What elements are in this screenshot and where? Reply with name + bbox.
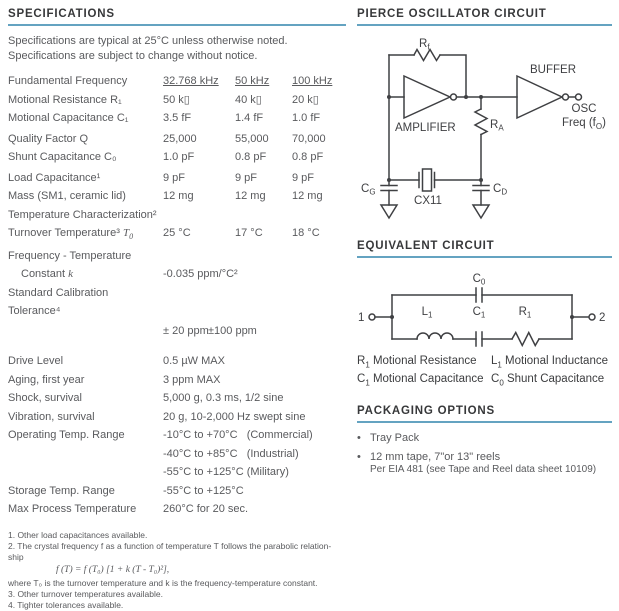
legend-line [357,372,612,390]
equivalent-circuit-diagram [357,268,605,350]
section-rule [357,24,612,26]
spec-row [8,371,346,390]
spec-row [8,322,346,341]
footnote-line: ship [8,551,24,562]
footnotes [8,530,346,611]
section-rule [8,24,346,26]
spec-value: 32.768 kHz [163,75,219,87]
spec-value: 0.8 pF [235,151,267,163]
bullet-icon: • [357,450,361,463]
spec-row [8,445,346,464]
specifications-section [8,8,346,611]
c1-label: $C_1$ [472,306,486,320]
legend-item: $C_1$ Motional Capacitance [357,373,484,388]
spec-row [8,408,346,427]
spec-value: 0.5 µW MAX [163,355,225,368]
node-dot [464,95,468,99]
r1-label: $R_1$ [518,306,532,320]
spec-value: 12 mg [235,190,266,202]
spec-value: 18 °C [292,227,320,239]
footnote-line: 4. Tighter tolerances available. [8,599,124,610]
spec-value: 9 pF [292,171,315,184]
legend-item: $R_1$ Motional Resistance [357,355,477,370]
spec-value: 25 °C [163,227,191,239]
spec-row [8,463,346,482]
pierce-title: PIERCE OSCILLATOR CIRCUIT [357,8,547,20]
spec-row [8,500,346,519]
spec-value: 70,000 [292,132,326,145]
buffer-label: BUFFER [530,64,576,76]
inverter-bubble-icon [563,94,569,100]
specifications-title: SPECIFICATIONS [8,8,115,20]
spec-intro-line: Specifications are typical at 25°C unless otherwise noted. [8,35,288,47]
node-dot [390,315,394,319]
amplifier-label: AMPLIFIER [395,122,456,134]
output-terminal-icon [576,94,582,100]
packaging-title: PACKAGING OPTIONS [357,404,495,417]
packaging-list [357,432,612,476]
resistor-icon [475,109,487,135]
equivalent-legend [357,354,612,391]
ra-label: $R_A$ [490,119,504,133]
spec-label: Vibration, survival [8,410,95,423]
footnote-formula: f (T) = f (T₀) [1 + k (T - T₀)²], [56,564,170,575]
spec-label: Turnover Temperature³ $T_0$ [8,227,134,242]
footnote-line: 1. Other load capacitances available. [8,529,148,540]
legend-item: $L_1$ Motional Inductance [491,355,608,370]
spec-row [8,224,346,247]
spec-value: 1.4 fF [235,112,264,124]
spec-row [8,352,346,371]
spec-value: 20 g, 10-2,000 Hz swept sine [163,410,306,423]
spec-value: 25,000 [163,132,197,145]
spec-value: ± 20 ppm [163,324,209,337]
legend-line [357,354,612,372]
spec-value: 9 pF [163,171,186,184]
cd-label: $C_D$ [493,183,508,197]
spec-value: 50 kHz [235,75,270,87]
right-column [357,8,612,476]
spec-label: Load Capacitance¹ [8,171,101,184]
spec-row [8,130,346,149]
buffer-triangle-icon [517,76,562,118]
spec-row [8,148,346,167]
spec-value: -10°C to +70°C (Commercial) [163,429,313,442]
packaging-item [357,451,612,463]
terminal-icon [589,314,595,320]
spec-label: Mass (SM1, ceramic lid) [8,190,126,202]
spec-value: 5,000 g, 0.3 ms, 1/2 sine [163,392,284,405]
cd-capacitor-icon [473,180,489,218]
spec-value: -0.035 ppm/°C² [163,268,238,281]
spec-label: Shunt Capacitance C₀ [8,151,117,163]
spec-label: Fundamental Frequency [8,75,128,87]
c0-label: $C_0$ [472,273,486,287]
spec-value: 50 k▯ [163,93,190,106]
equivalent-circuit-section [357,240,612,391]
spec-value: 20 k▯ [292,93,319,106]
terminal-1-label: 1 [358,312,365,324]
spec-label: Temperature Characterization² [8,208,157,221]
spec-row [8,169,346,188]
freq-label: Freq $(f_O)$ [562,117,606,131]
feedback-resistor-rf [389,50,466,98]
spec-label: Shock, survival [8,392,82,405]
spec-value: -55°C to +125°C (Military) [163,466,289,479]
ra-resistor [475,97,487,180]
node-dot [387,178,391,182]
cg-label: $C_G$ [361,183,376,197]
spec-row [8,206,346,225]
spec-row [8,389,346,408]
node-dot [387,95,391,99]
spec-label: Max Process Temperature [8,503,137,516]
spec-label: Quality Factor Q [8,132,89,145]
spec-value: ±100 ppm [208,324,257,337]
spec-table [8,72,346,519]
inverter-bubble-icon [451,94,457,100]
spec-value: 9 pF [235,171,258,184]
spec-value: 100 kHz [292,75,333,87]
bullet-icon: • [357,431,361,444]
spec-value: 0.8 pF [292,151,324,163]
spec-label: Operating Temp. Range [8,429,125,442]
r1-resistor-icon [512,333,539,346]
spec-intro-line: Specifications are subject to change without notice. [8,50,258,62]
terminal-icon [369,314,375,320]
spec-row [8,247,346,266]
spec-value: 55,000 [235,132,269,145]
packaging-item [357,432,612,444]
terminal-2-label: 2 [599,312,606,324]
spec-label: Frequency - Temperature [8,249,132,262]
spec-row [8,284,346,321]
legend-item: $C_0$ Shunt Capacitance [491,373,605,388]
spec-value: 17 °C [235,227,263,239]
spec-row [8,482,346,501]
amplifier-triangle-icon [404,76,450,118]
l1-inductor-icon [417,333,453,339]
equivalent-title: EQUIVALENT CIRCUIT [357,240,495,252]
spec-row [8,426,346,445]
footnote-line: 3. Other turnover temperatures available. [8,588,163,599]
packaging-item-text: 12 mm tape, 7"or 13" reels [370,450,501,463]
pierce-circuit-diagram [357,36,608,226]
spec-label: Drive Level [8,355,64,368]
spec-row [8,265,346,284]
packaging-options-section [357,405,612,476]
c1-capacitor-icon [476,332,482,346]
ground-icon [381,205,397,218]
spec-label: Standard Calibration Tolerance⁴ [8,286,109,318]
section-rule [357,256,612,258]
spec-value: 1.0 pF [163,151,195,163]
rf-label: $R_f$ [419,38,430,52]
c0-capacitor-icon [392,288,572,302]
crystal-label: CX11 [414,195,442,207]
cg-capacitor-icon [381,186,397,219]
spec-value: -55°C to +125°C [163,484,244,497]
footnote-line: 2. The crystal frequency f as a function of temperature T follows the parabolic relation- [8,540,332,551]
spec-value: 260°C for 20 sec. [163,503,249,516]
spec-label: Motional Capacitance C₁ [8,112,129,124]
spec-row [8,187,346,206]
spec-value: -40°C to +85°C (Industrial) [163,447,299,460]
spec-row [8,91,346,110]
spec-value: 3 ppm MAX [163,373,221,386]
packaging-item-text: Tray Pack [370,431,420,444]
footnote-line: where T₀ is the turnover temperature and k is the frequency-temperature constant. [8,577,318,588]
spec-label: Motional Resistance R₁ [8,93,122,106]
l1-label: $L_1$ [421,306,433,320]
crystal-cx11-icon [389,169,481,191]
spec-row [8,72,346,91]
spec-intro [8,34,346,64]
spec-row [8,109,346,128]
ground-icon [473,205,489,218]
section-rule [357,421,612,423]
spec-value: 12 mg [292,190,323,202]
spec-label: Storage Temp. Range [8,484,115,497]
spec-label: Constant k [21,268,73,281]
spec-value: 40 k▯ [235,93,262,106]
spec-label: Aging, first year [8,373,85,386]
spec-value: 12 mg [163,190,194,202]
packaging-item-subtext: Per EIA 481 (see Tape and Reel data sheet 10109) [370,463,597,475]
spec-value: 3.5 fF [163,112,192,124]
spec-value: 1.0 fF [292,112,321,124]
osc-label: OSC [571,103,597,115]
pierce-oscillator-section [357,8,612,226]
